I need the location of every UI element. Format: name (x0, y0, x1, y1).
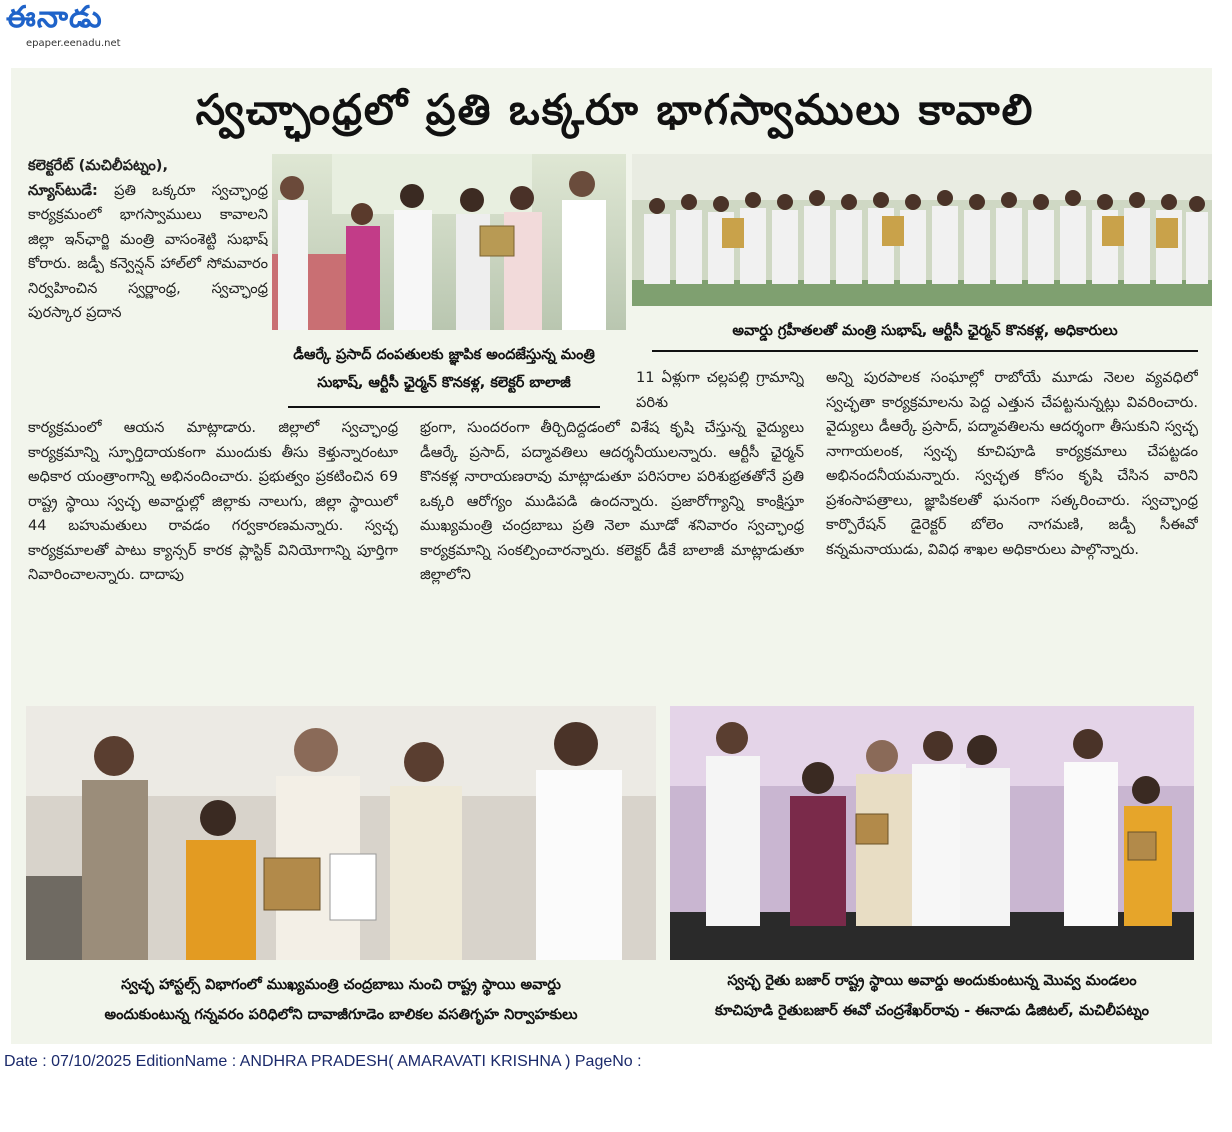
article-column-2 (420, 416, 804, 686)
photo3-caption-line1: స్వచ్ఛ హాస్టల్స్ విభాగంలో ముఖ్యమంత్రి చంద్రబాబు నుంచి రాష్ట్ర స్థాయి అవార్డు (121, 977, 561, 993)
photo-award-handover (272, 154, 626, 330)
article-column-3 (826, 366, 1198, 686)
photo-cm-hostel-award (26, 706, 656, 960)
article-lead-text: ప్రతి ఒక్కరూ స్వచ్ఛాంధ్ర కార్యక్రమంలో భాగస్వాములు కావాలని జిల్లా ఇన్‌ఛార్జి మంత్రి వాసంశెట్టి సుభాష్ కోరారు. జడ్పీ కన్వెన్షన్ హాల్‌లో సోమవారం నిర్వహించిన స్వర్ణాంధ్ర, స్వచ్ఛాంధ్ర పురస్కార ప్రదాన (28, 181, 268, 321)
caption-rule (288, 406, 600, 408)
edition-footer: Date : 07/10/2025 EditionName : ANDHRA PRADESH( AMARAVATI KRISHNA ) PageNo : (4, 1053, 642, 1070)
article-column-1-bottom (28, 416, 398, 686)
article-column-1-top (28, 154, 268, 414)
photo-rythu-bazar-award (670, 706, 1194, 960)
article-text: అన్ని పురపాలక సంఘాల్లో రాబోయే మూడు నెలల వ్యవధిలో స్వచ్ఛతా కార్యక్రమాలను పెద్ద ఎత్తున చేపట్టనున్నట్లు వివరించారు. వైద్యులు డీఆర్కే ప్రసాద్, పద్మావతిలను ఆదర్శంగా తీసుకుని స్వచ్ఛ నాగాయలంక, స్వచ్ఛ కూచిపూడి కార్యక్రమాలు చేపట్టడం అభినందనీయమన్నారు. స్వచ్ఛత కోసం కృషి చేసిన వారిని ప్రశంసాపత్రాలు, జ్ఞాపికలతో ఘనంగా సత్కరించారు. స్వచ్ఛాంధ్ర కార్పొరేషన్ డైరెక్టర్ బోలెం నాగమణి, జడ్పీ సీఈవో కన్నమనాయుడు, వివిధ శాఖల అధికారులు పాల్గొన్నారు. (826, 369, 1198, 558)
photo1-caption-line2: సుభాష్, ఆర్టీసీ ఛైర్మన్ కొనకళ్ల, కలెక్టర్ బాలాజీ (317, 375, 571, 391)
eenadu-logo: ఈనాడు (6, 0, 103, 35)
epaper-url: epaper.eenadu.net (26, 38, 121, 49)
photo4-caption-line2: కూచిపూడి రైతుబజార్ ఈవో చంద్రశేఖర్‌రావు - ఈనాడు డిజిటల్, మచిలీపట్నం (715, 1003, 1149, 1019)
caption-rule (652, 350, 1198, 352)
article-column-2-top (636, 366, 804, 416)
article-text: కార్యక్రమంలో ఆయన మాట్లాడారు. జిల్లాలో స్వచ్ఛాంధ్ర కార్యక్రమాన్ని స్ఫూర్తిదాయకంగా ముందుకు తీసు కెళ్తున్నారంటూ అధికార యంత్రాంగాన్ని అభినందించారు. ప్రభుత్వం ప్రకటించిన 69 రాష్ట్ర స్థాయి స్వచ్ఛ అవార్డుల్లో జిల్లాకు నాలుగు, జిల్లా స్థాయిలో 44 బహుమతులు రావడం గర్వకారణమన్నారు. స్వచ్ఛ కార్యక్రమాలతో పాటు క్యాన్సర్ కారక ప్లాస్టిక్ వినియోగాన్ని పూర్తిగా నివారించాలన్నారు. దాదాపు (28, 419, 398, 583)
article-text: 11 ఏళ్లుగా చల్లపల్లి గ్రామాన్ని పరిశు (636, 369, 804, 411)
dateline-place: కలెక్టరేట్ (మచిలీపట్నం), (28, 157, 169, 174)
dateline-source: న్యూస్‌టుడే: (28, 181, 98, 199)
article-headline: స్వచ్ఛాంధ్రలో ప్రతి ఒక్కరూ భాగస్వాములు కావాలి (195, 85, 1035, 134)
photo4-caption-line1: స్వచ్ఛ రైతు బజార్ రాష్ట్ర స్థాయి అవార్డు అందుకుంటున్న మొవ్వ మండలం (727, 973, 1137, 989)
photo3-caption-line2: అందుకుంటున్న గన్నవరం పరిధిలోని దావాజీగూడెం బాలికల వసతిగృహ నిర్వాహకులు (104, 1007, 578, 1023)
article-text: భ్రంగా, సుందరంగా తీర్చిదిద్దడంలో విశేష కృషి చేస్తున్న వైద్యులు డీఆర్కే ప్రసాద్, పద్మావతిలు ఆదర్శనీయులన్నారు. ఆర్టీసీ ఛైర్మన్ కొనకళ్ల నారాయణరావు మాట్లాడుతూ పరిసరాల పరిశుభ్రతతోనే ప్రతి ఒక్కరి ఆరోగ్యం ముడిపడి ఉందన్నారు. ప్రజారోగ్యాన్ని కాంక్షిస్తూ ముఖ్యమంత్రి చంద్రబాబు ప్రతి నెలా మూడో శనివారం స్వచ్ఛాంధ్ర కార్యక్రమాన్ని సంకల్పించారన్నారు. కలెక్టర్ డీకే బాలాజీ మాట్లాడుతూ జిల్లాలోని (420, 419, 804, 583)
photo2-caption: అవార్డు గ్రహీతలతో మంత్రి సుభాష్, ఆర్టీసీ ఛైర్మన్ కొనకళ్ల, అధికారులు (732, 323, 1118, 339)
photo-award-recipients-group (632, 154, 1212, 306)
photo1-caption-line1: డీఆర్కే ప్రసాద్ దంపతులకు జ్ఞాపిక అందజేస్తున్న మంత్రి (293, 347, 595, 363)
